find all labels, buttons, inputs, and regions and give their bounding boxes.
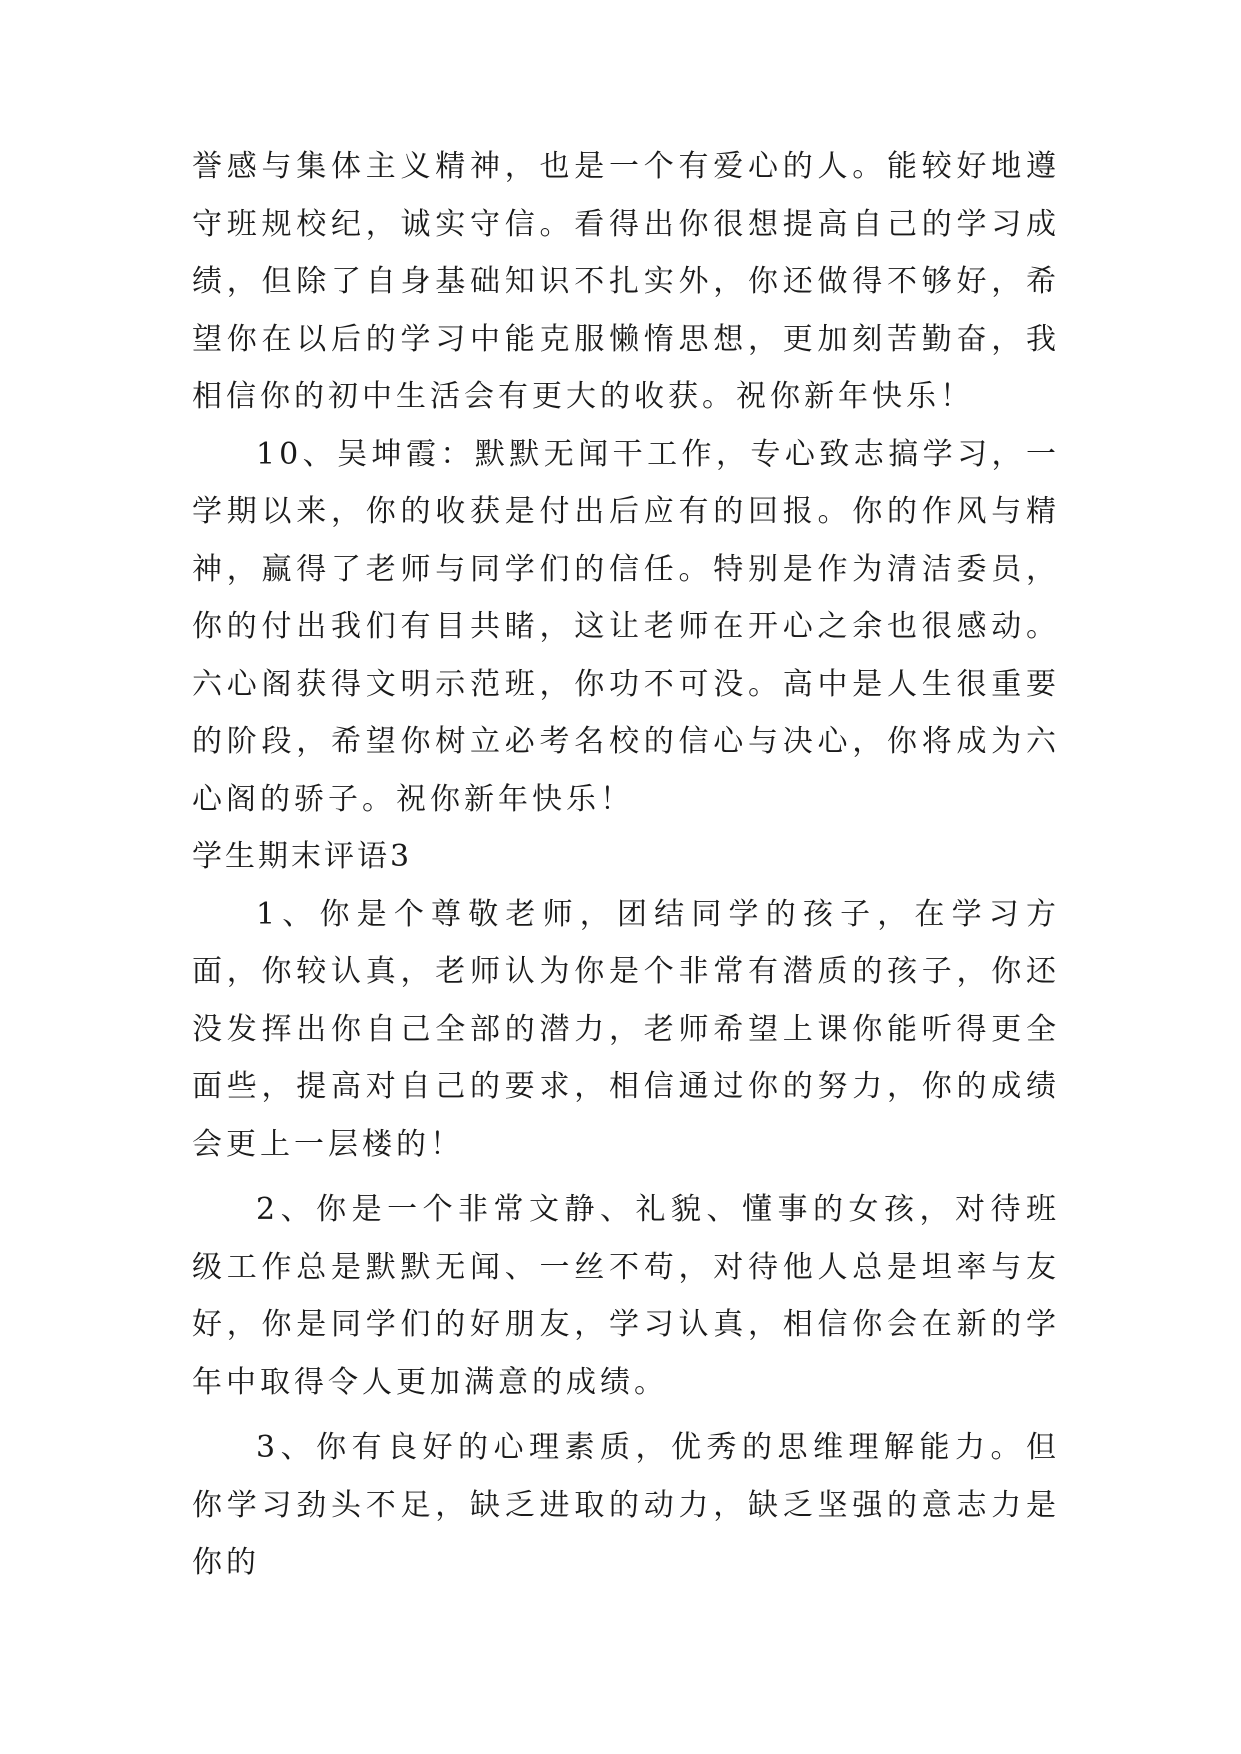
document-body — [192, 138, 1060, 1592]
paragraph-item-1: 1、你是个尊敬老师，团结同学的孩子，在学习方面，你较认真，老师认为你是个非常有潜质的孩子，你还没发挥出你自己全部的潜力，老师希望上课你能听得更全面些，提高对自己的要求，相信通过你的努力，你的成绩会更上一层楼的！ — [192, 896, 1060, 1162]
paragraph-item-2: 2、你是一个非常文静、礼貌、懂事的女孩，对待班级工作总是默默无闻、一丝不苟，对待他人总是坦率与友好，你是同学们的好朋友，学习认真，相信你会在新的学年中取得令人更加满意的成绩。 — [192, 1192, 1060, 1400]
section-heading: 学生期末评语3 — [192, 839, 413, 874]
paragraph-item-3: 3、你有良好的心理素质，优秀的思维理解能力。但你学习劲头不足，缺乏进取的动力，缺乏坚强的意志力是你的 — [192, 1430, 1060, 1580]
paragraph-item-10: 10、吴坤霞：默默无闻干工作，专心致志搞学习，一学期以来，你的收获是付出后应有的回报。你的作风与精神，赢得了老师与同学们的信任。特别是作为清洁委员，你的付出我们有目共睹，这让老师在开心之余也很感动。六心阁获得文明示范班，你功不可没。高中是人生很重要的阶段，希望你树立必考名校的信心与决心，你将成为六心阁的骄子。祝你新年快乐！ — [192, 436, 1060, 817]
paragraph-continuation: 誉感与集体主义精神，也是一个有爱心的人。能较好地遵守班规校纪，诚实守信。看得出你很想提高自己的学习成绩，但除了自身基础知识不扎实外，你还做得不够好，希望你在以后的学习中能克服懒惰思想，更加刻苦勤奋，我相信你的初中生活会有更大的收获。祝你新年快乐！ — [192, 149, 1060, 414]
